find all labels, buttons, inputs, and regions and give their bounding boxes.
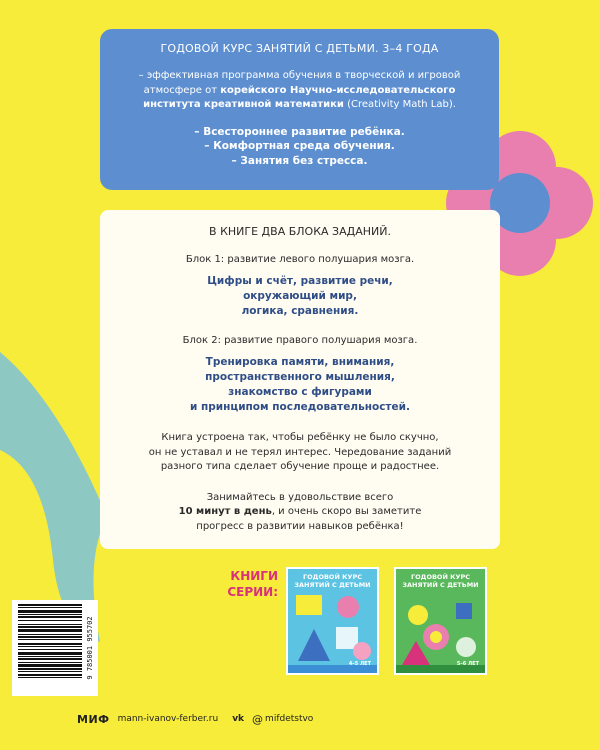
course-intro-institute: корейского Научно-исследовательского института креативной математики — [143, 84, 456, 110]
barcode-bar — [18, 674, 82, 676]
barcode-bar — [18, 668, 82, 670]
book-title-line: ГОДОВОЙ КУРС — [302, 573, 363, 581]
topic-line: и принципом последовательностей. — [190, 401, 410, 413]
block1-topics — [100, 274, 500, 319]
topic-line: окружающий мир, — [243, 290, 357, 302]
barcode-bar — [18, 643, 82, 645]
barcode-bar — [18, 639, 82, 640]
barcode-number: 9 785001 955702 — [86, 616, 94, 680]
book-title-line: ЗАНЯТИЙ С ДЕТЬМИ — [294, 581, 371, 589]
book-age-label: 4–5 ЛЕТ — [348, 661, 371, 667]
book-title-line: ЗАНЯТИЙ С ДЕТЬМИ — [402, 581, 479, 589]
topic-line: Тренировка памяти, внимания, — [205, 356, 395, 368]
vk-icon: vk — [232, 714, 245, 724]
course-info-box — [100, 29, 499, 190]
barcode-bars — [12, 600, 98, 696]
barcode-bar — [18, 671, 82, 672]
block2-label: Блок 2: развитие правого полушария мозга. — [182, 335, 418, 346]
barcode-bar — [18, 658, 82, 660]
topic-line: логика, сравнения. — [241, 305, 359, 317]
barcode-bar — [18, 636, 82, 638]
book-cover-title — [288, 573, 377, 589]
publisher-website[interactable]: mann-ivanov-ferber.ru — [117, 714, 219, 724]
at-icon: @ — [252, 712, 264, 726]
series-label-line: СЕРИИ: — [227, 585, 278, 599]
series-book-cover — [394, 567, 487, 675]
barcode-bar — [18, 620, 82, 621]
benefit-item: – Всестороннее развитие ребёнка. — [194, 125, 405, 138]
paragraph-line: разного типа сделает обучение проще и радостнее. — [160, 461, 440, 472]
book-title-line: ГОДОВОЙ КУРС — [410, 573, 471, 581]
course-intro — [118, 69, 481, 113]
topic-line: знакомство с фигурами — [228, 386, 372, 398]
barcode-bar — [18, 662, 82, 663]
barcode-bar — [18, 604, 82, 606]
barcode-bar — [18, 616, 82, 618]
barcode-bar — [18, 649, 82, 650]
publisher-footer — [77, 709, 313, 729]
course-benefits — [100, 125, 499, 169]
barcode-bar — [18, 664, 82, 667]
ten-minutes-highlight: 10 минут в день — [178, 506, 272, 517]
benefit-item: – Занятия без стресса. — [231, 154, 368, 167]
paragraph-line: он не уставал и не терял интерес. Чередование заданий — [148, 446, 452, 458]
series-book-cover — [286, 567, 379, 675]
barcode-bar — [18, 614, 82, 615]
barcode-bar — [18, 656, 82, 657]
course-title: ГОДОВОЙ КУРС ЗАНЯТИЙ С ДЕТЬМИ. 3–4 ГОДА — [160, 42, 439, 55]
daily-practice-paragraph — [100, 491, 500, 535]
paragraph-line: прогресс в развитии навыков ребёнка! — [196, 520, 404, 532]
barcode-bar — [18, 646, 82, 647]
book-cover-title — [396, 573, 485, 589]
course-intro-prefix: – эффективная программа обучения в творческой и игровой атмосфере от — [138, 70, 461, 96]
block1-label: Блок 1: развитие левого полушария мозга. — [185, 254, 415, 265]
block2-topics — [100, 355, 500, 415]
design-paragraph — [100, 431, 500, 475]
book-contents-box — [100, 210, 500, 549]
barcode-bar — [18, 624, 82, 625]
barcode-bar — [18, 677, 82, 678]
isbn-barcode — [12, 600, 98, 696]
barcode-bar — [18, 652, 82, 655]
paragraph-line: Занимайтесь в удовольствие всего — [206, 491, 394, 503]
paragraph-line: Книга устроена так, чтобы ребёнку не было скучно, — [161, 432, 439, 443]
barcode-bar — [18, 610, 82, 613]
barcode-bar — [18, 607, 82, 608]
topic-line: Цифры и счёт, развитие речи, — [207, 275, 393, 287]
social-handle[interactable]: mifdetstvo — [265, 714, 314, 724]
book-age-label: 5–6 ЛЕТ — [456, 661, 479, 667]
series-label — [212, 568, 278, 600]
paragraph-line-rest: , и очень скоро вы заметите — [271, 506, 422, 517]
barcode-bar — [18, 629, 82, 632]
contents-heading: В КНИГЕ ДВА БЛОКА ЗАДАНИЙ. — [209, 225, 391, 238]
publisher-logo: МИФ — [77, 712, 110, 726]
course-intro-suffix: (Creativity Math Lab). — [343, 99, 456, 110]
series-label-line: КНИГИ — [230, 569, 278, 583]
barcode-bar — [18, 626, 82, 628]
paragraph-line — [100, 505, 500, 520]
benefit-item: – Комфортная среда обучения. — [204, 140, 395, 152]
barcode-bar — [18, 634, 82, 635]
fish-tail-shape — [0, 352, 102, 642]
topic-line: пространственного мышления, — [205, 371, 395, 383]
